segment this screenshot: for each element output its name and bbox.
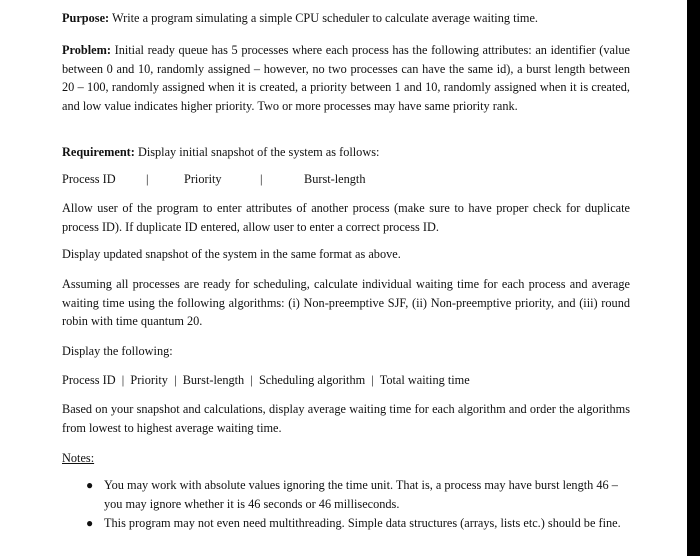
- based-paragraph: Based on your snapshot and calculations, display average waiting time for each algorithm and order the algorithms from lowest to highest average waiting time.: [62, 402, 630, 435]
- problem-paragraph: [62, 41, 630, 115]
- requirement-text: Display initial snapshot of the system as follows:: [137, 145, 380, 159]
- problem-text: Initial ready queue has 5 processes where each process has the following attributes: an identifier (value between 0 and 10, randomly assigned – however, no two processes can have the same id), a burst length between 20 – 100, randomly assigned when it is created, a priority between 1 and 10, randomly assigned when it is created, and low value indicates higher priority. Two or more processes may have same priority rank.: [62, 43, 631, 113]
- col-priority: Priority: [184, 172, 222, 186]
- col-process-id: Process ID: [62, 172, 116, 186]
- allow-paragraph: Allow user of the program to enter attributes of another process (make sure to have proper check for duplicate process ID). If duplicate ID entered, allow user to enter a correct process ID.: [62, 201, 630, 234]
- requirement-paragraph: [62, 143, 630, 162]
- purpose-paragraph: [62, 9, 630, 28]
- requirement-label: Requirement:: [62, 145, 135, 159]
- display-following-paragraph: Display the following:: [62, 344, 173, 358]
- display-updated-paragraph: Display updated snapshot of the system in the same format as above.: [62, 247, 401, 261]
- problem-label: Problem:: [62, 43, 111, 57]
- col-separator: |: [260, 172, 263, 186]
- assuming-paragraph: Assuming all processes are ready for scheduling, calculate individual waiting time for each process and average waiting time using the following algorithms: (i) Non-preemptive SJF, (ii) Non-preemptive priority, and (iii) round robin with time quantum 20.: [62, 277, 630, 328]
- note-item: This program may not even need multithreading. Simple data structures (arrays, lists etc.) should be fine.: [104, 516, 621, 530]
- purpose-text: Write a program simulating a simple CPU scheduler to calculate average waiting time.: [112, 11, 539, 25]
- col-burst-length: Burst-length: [304, 172, 366, 186]
- bullet-icon: ●: [86, 516, 94, 530]
- notes-label: Notes:: [62, 451, 95, 465]
- result-header-row: Process ID | Priority | Burst-length | Scheduling algorithm | Total waiting time: [62, 373, 470, 387]
- purpose-label: Purpose:: [62, 11, 110, 25]
- note-item: You may work with absolute values ignoring the time unit. That is, a process may have burst length 46 – you may ignore whether it is 46 seconds or 46 milliseconds.: [104, 478, 618, 511]
- bullet-icon: ●: [86, 478, 94, 492]
- col-separator: |: [146, 172, 149, 186]
